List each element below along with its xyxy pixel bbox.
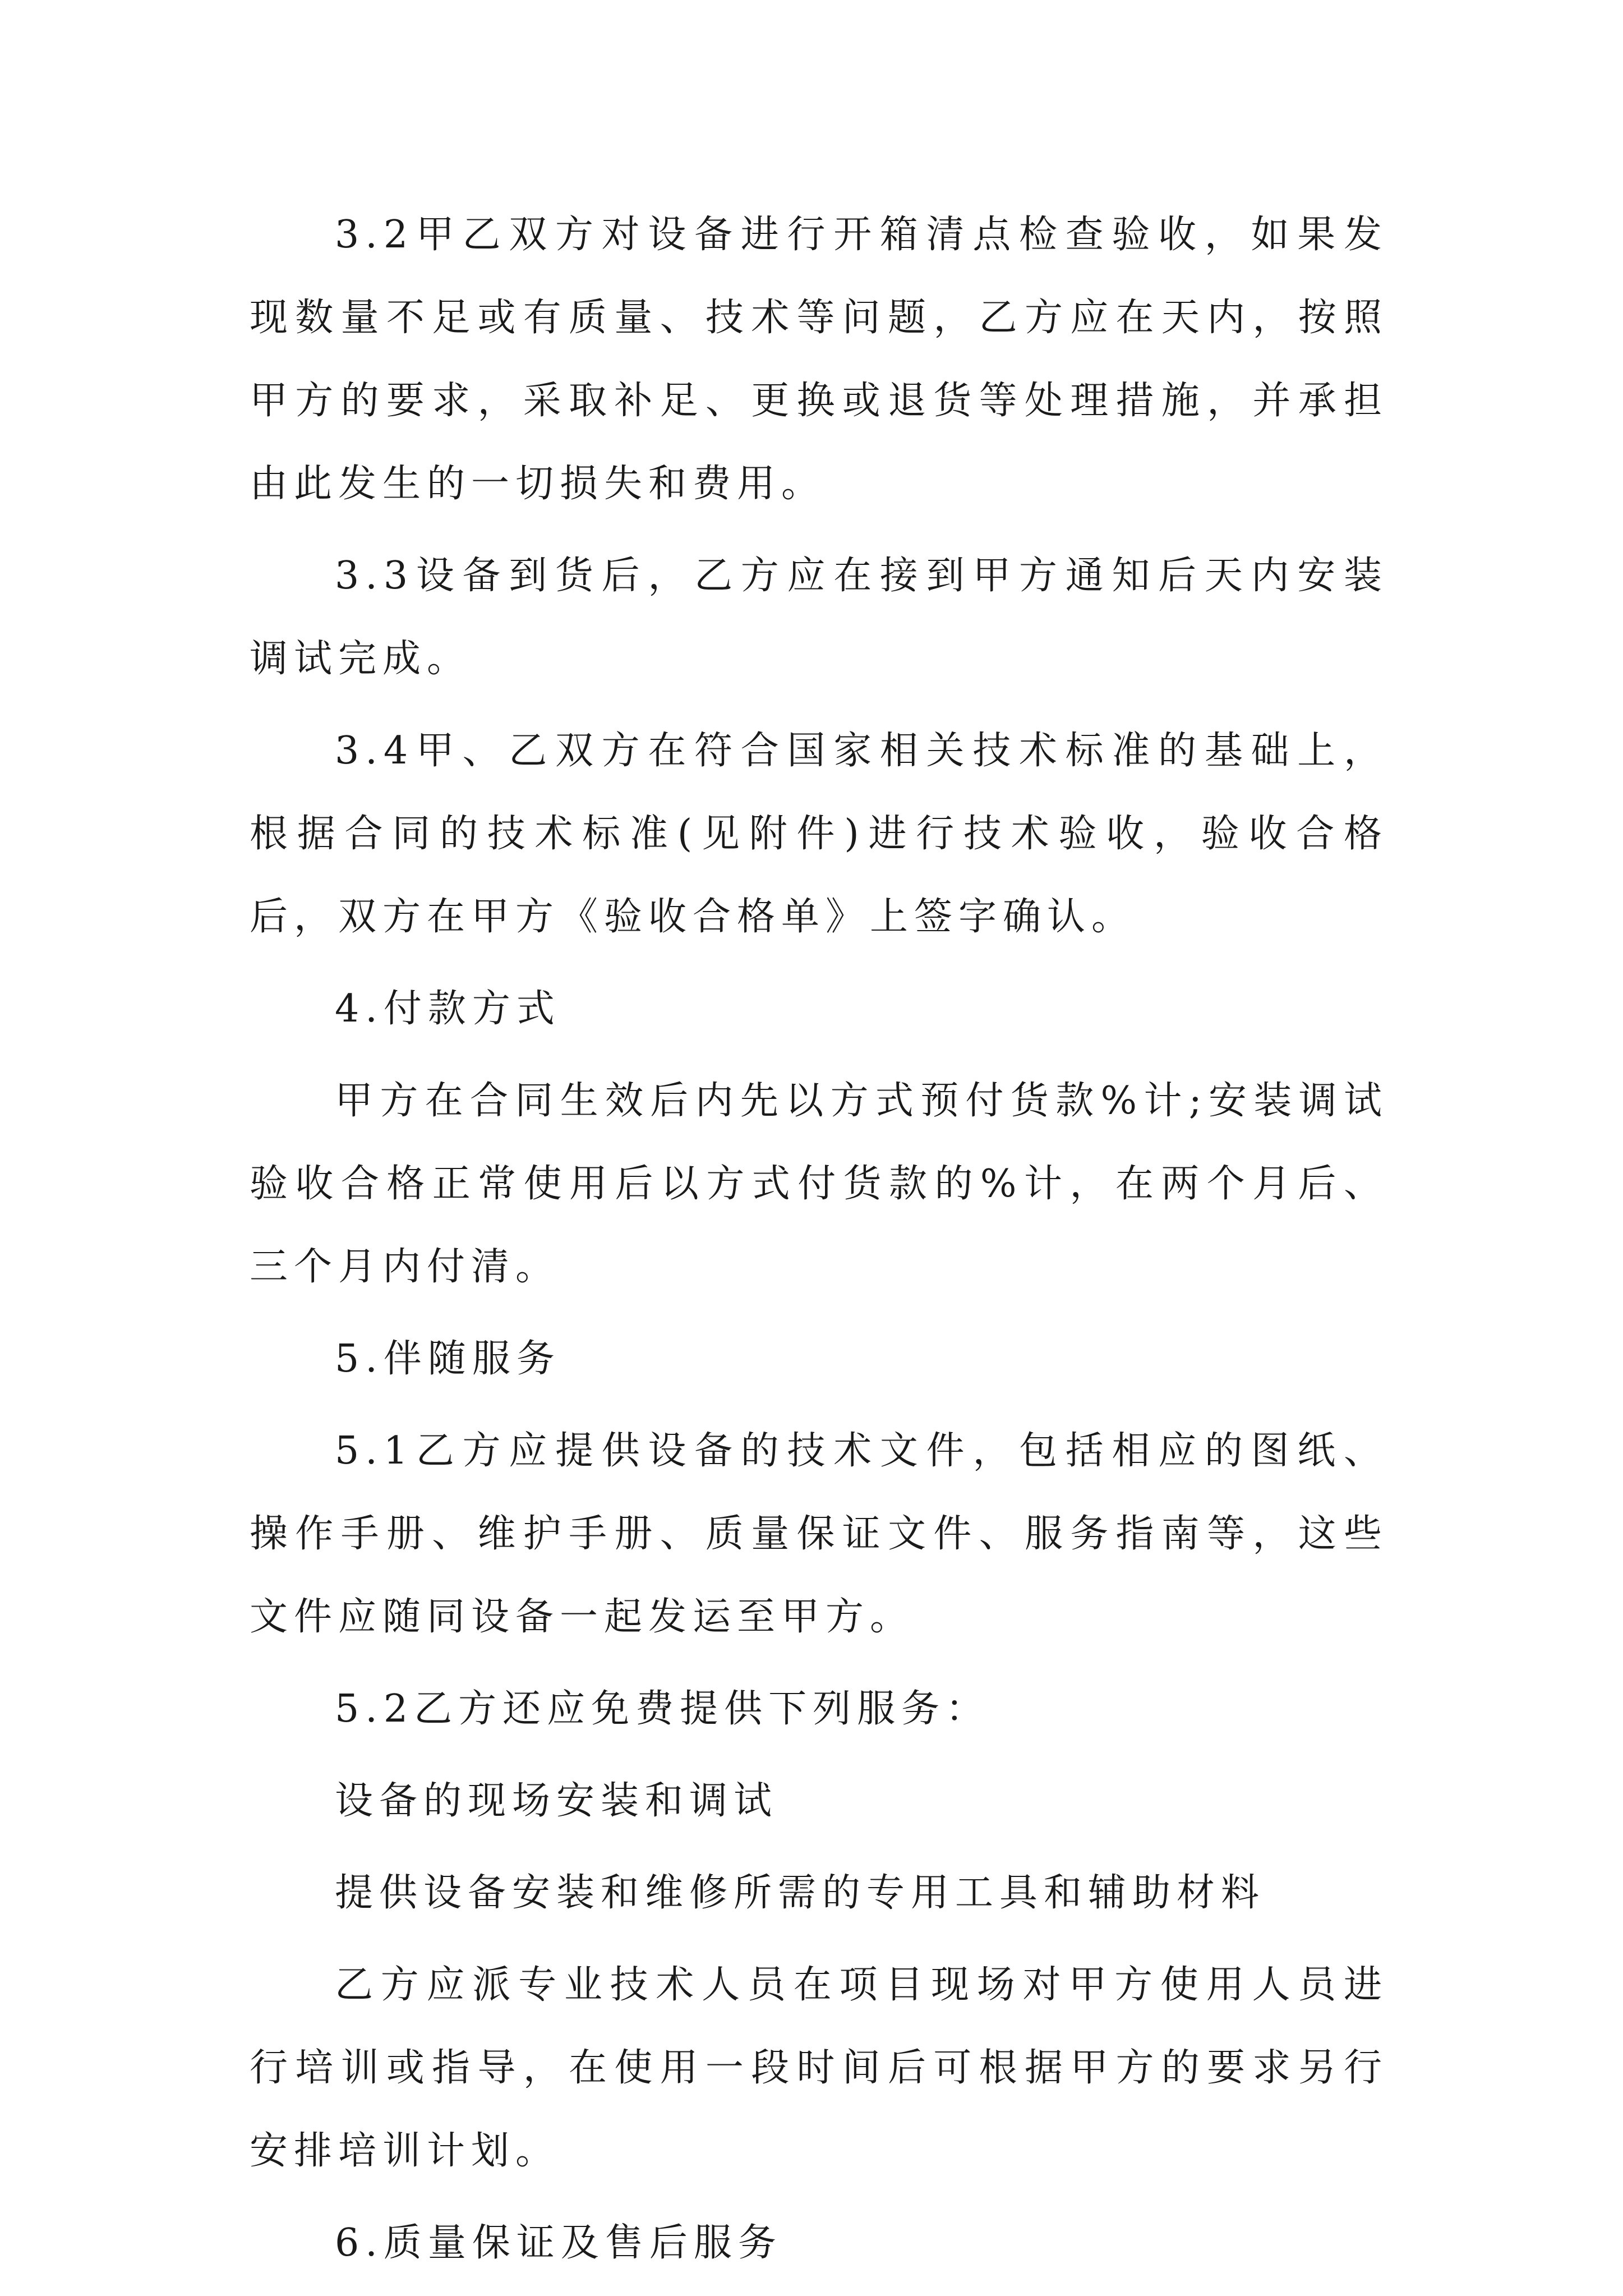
paragraph-5-1-documents: 5.1乙方应提供设备的技术文件，包括相应的图纸、操作手册、维护手册、质量保证文件、服务指南等，这些文件应随同设备一起发运至甲方。 — [250, 1429, 1388, 1639]
paragraph-3-4-acceptance: 3.4甲、乙双方在符合国家相关技术标准的基础上，根据合同的技术标准(见附件)进行技术验收，验收合格后，双方在甲方《验收合格单》上签字确认。 — [250, 729, 1388, 939]
list-item-onsite-installation: 设备的现场安装和调试 — [335, 1779, 778, 1823]
paragraph-3-2-inspection: 3.2甲乙双方对设备进行开箱清点检查验收，如果发现数量不足或有质量、技术等问题，乙方应在天内，按照甲方的要求，采取补足、更换或退货等处理措施，并承担由此发生的一切损失和费用。 — [250, 213, 1388, 506]
paragraph-5-2-free-services: 5.2乙方还应免费提供下列服务： — [335, 1687, 990, 1731]
paragraph-3-3-installation: 3.3设备到货后，乙方应在接到甲方通知后天内安装调试完成。 — [250, 554, 1388, 681]
section-heading-warranty: 6.质量保证及售后服务 — [335, 2221, 782, 2265]
section-heading-payment: 4.付款方式 — [335, 987, 561, 1031]
document-body — [250, 194, 1388, 2294]
list-item-tools-materials: 提供设备安装和维修所需的专用工具和辅助材料 — [335, 1871, 1266, 1915]
paragraph-payment-terms: 甲方在合同生效后内先以方式预付货款%计;安装调试验收合格正常使用后以方式付货款的%计，在两个月后、三个月内付清。 — [250, 1079, 1388, 1289]
section-heading-services: 5.伴随服务 — [335, 1337, 561, 1381]
paragraph-training: 乙方应派专业技术人员在项目现场对甲方使用人员进行培训或指导，在使用一段时间后可根据甲方的要求另行安排培训计划。 — [250, 1963, 1388, 2173]
